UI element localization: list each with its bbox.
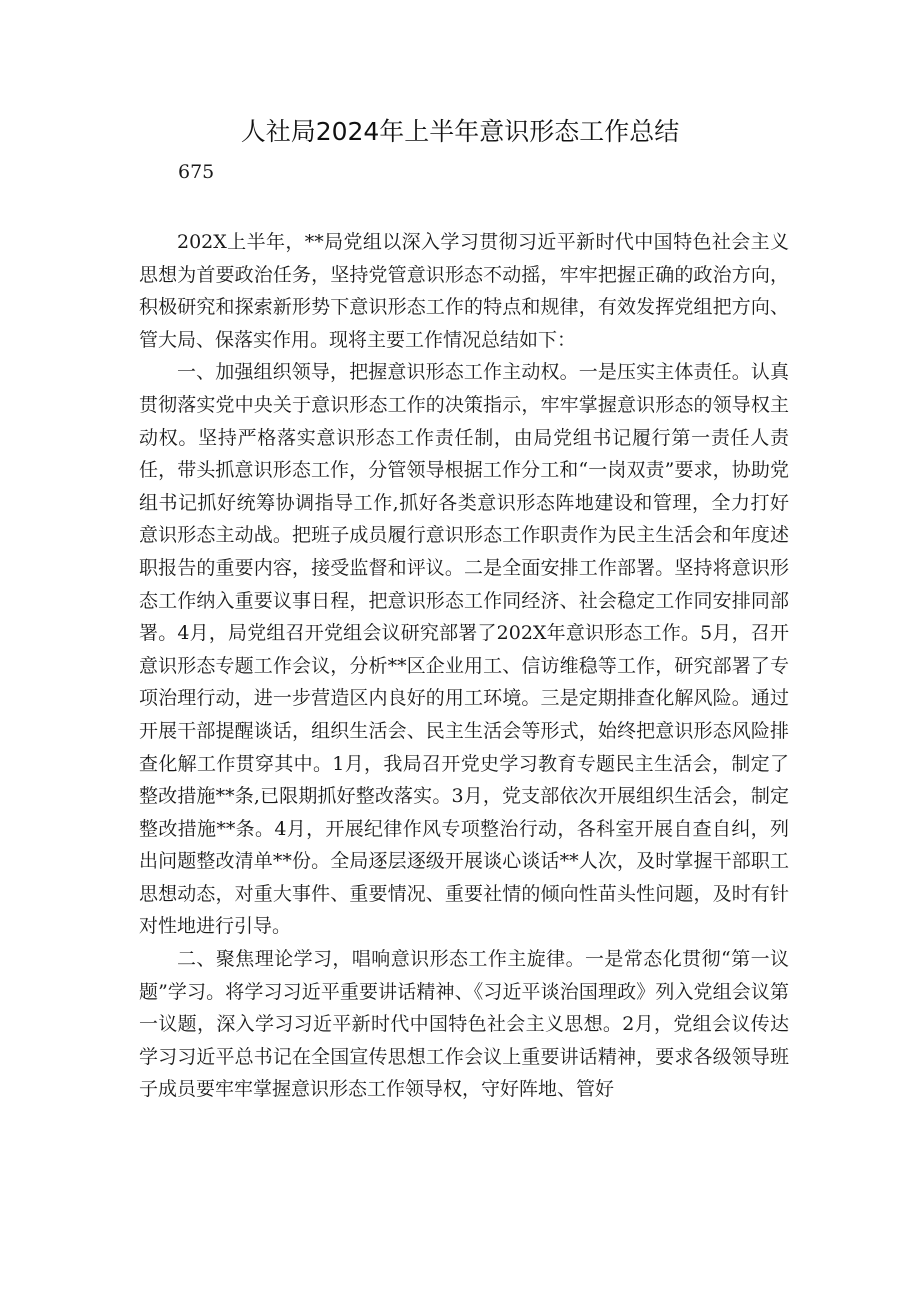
paragraph-section-1: 一、加强组织领导，把握意识形态工作主动权。一是压实主体责任。认真贯彻落实党中央关于意识形态工作的决策指示，牢牢掌握意识形态的领导权主动权。坚持严格落实意识形态工作责任制，由局党组书记履行第一责任人责任，带头抓意识形态工作，分管领导根据工作分工和“一岗双责”要求，协助党组书记抓好统筹协调指导工作,抓好各类意识形态阵地建设和管理，全力打好意识形态主动战。把班子成员履行意识形态工作职责作为民主生活会和年度述职报告的重要内容，接受监督和评议。二是全面安排工作部署。坚持将意识形态工作纳入重要议事日程，把意识形态工作同经济、社会稳定工作同安排同部署。4月，局党组召开党组会议研究部署了202X年意识形态工作。5月，召开意识形态专题工作会议，分析**区企业用工、信访维稳等工作，研究部署了专项治理行动，进一步营造区内良好的用工环境。三是定期排查化解风险。通过开展干部提醒谈话，组织生活会、民主生活会等形式，始终把意识形态风险排查化解工作贯穿其中。1月，我局召开党史学习教育专题民主生活会，制定了整改措施**条,已限期抓好整改落实。3月，党支部依次开展组织生活会，制定整改措施**条。4月，开展纪律作风专项整治行动，各科室开展自查自纠，列出问题整改清单**份。全局逐层逐级开展谈心谈话**人次，及时掌握干部职工思想动态，对重大事件、重要情况、重要社情的倾向性苗头性问题，及时有针对性地进行引导。 (139, 361, 789, 938)
paragraph-section-2: 二、聚焦理论学习，唱响意识形态工作主旋律。一是常态化贯彻“第一议题”学习。将学习习近平重要讲话精神、《习近平谈治国理政》列入党组会议第一议题，深入学习习近平新时代中国特色社会主义思想。2月，党组会议传达学习习近平总书记在全国宣传思想工作会议上重要讲话精神，要求各级领导班子成员要牢牢掌握意识形态工作领导权，守好阵地、管好 (139, 948, 789, 1101)
document-number: 675 (178, 161, 215, 183)
document-title: 人社局2024年上半年意识形态工作总结 (240, 117, 680, 146)
paragraph-intro: 202X上半年，**局党组以深入学习贯彻习近平新时代中国特色社会主义思想为首要政治任务，坚持党管意识形态不动摇，牢牢把握正确的政治方向，积极研究和探索新形势下意识形态工作的特点和规律，有效发挥党组把方向、管大局、保落实作用。现将主要工作情况总结如下： (139, 231, 789, 351)
document-body (139, 226, 789, 1106)
